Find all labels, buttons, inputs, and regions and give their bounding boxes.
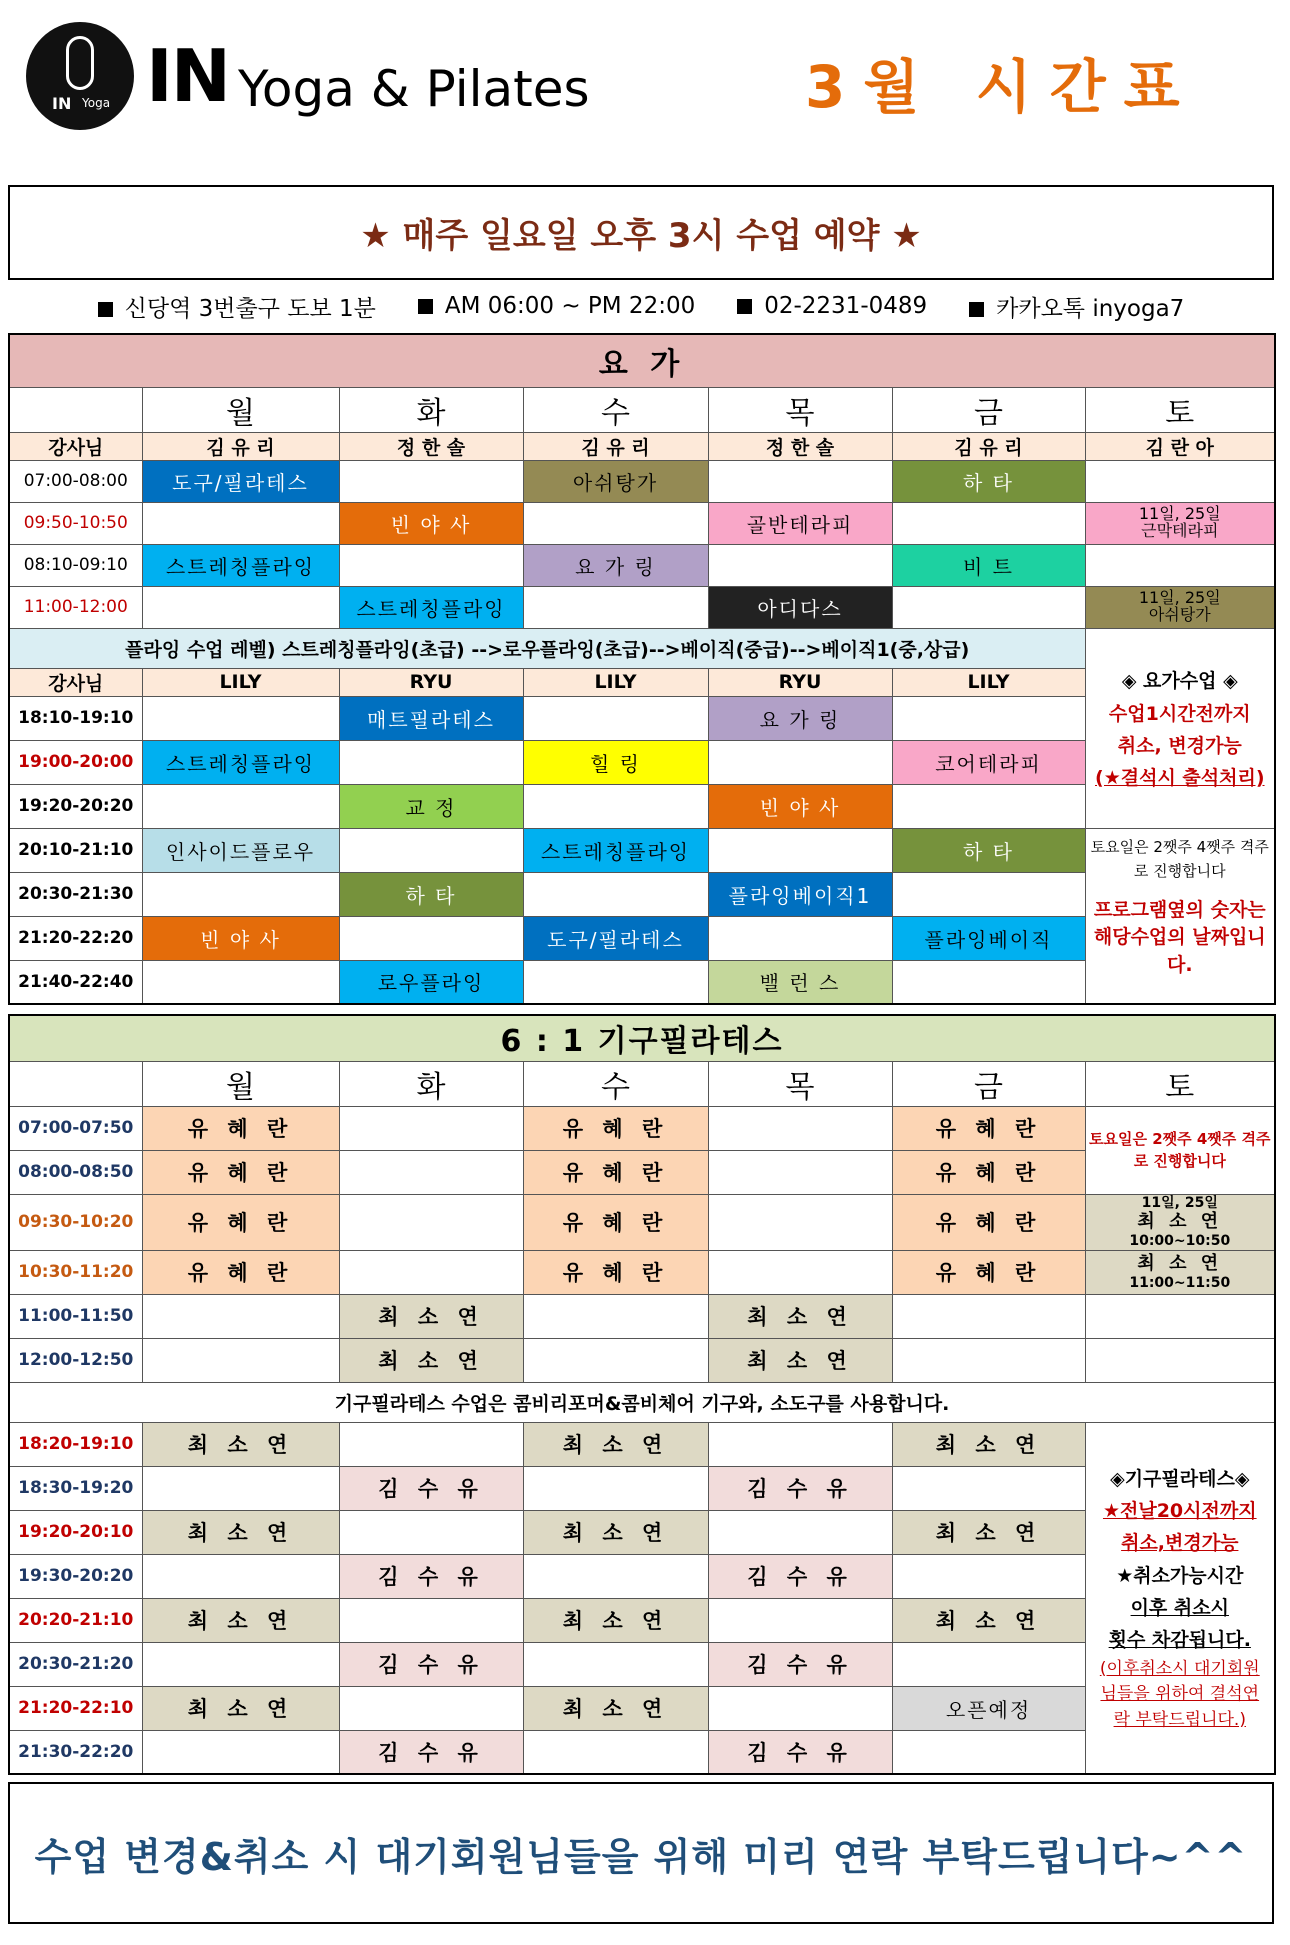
sat-cell: 11일, 25일 아쉬탕가 — [1085, 586, 1275, 628]
table-row — [9, 1294, 1275, 1338]
teacher-fri: LILY — [892, 668, 1085, 696]
sat-cell: 11일, 25일 근막테라피 — [1085, 502, 1275, 544]
time-cell: 18:30-19:20 — [9, 1466, 142, 1510]
time-cell: 09:30-10:20 — [9, 1194, 142, 1250]
instructor-cell: 유 혜 란 — [892, 1194, 1085, 1250]
empty-cell — [1085, 1338, 1275, 1382]
yoga-notes-extra: 토요일은 2쨋주 4쨋주 격주로 진행합니다 프로그램옆의 숫자는 해당수업의 날짜입니다. — [1085, 828, 1275, 1004]
instructor-cell — [708, 1250, 892, 1294]
instructor-cell: 유 혜 란 — [523, 1106, 708, 1150]
instructor-cell — [339, 1106, 523, 1150]
class-cell: 도구/필라테스 — [142, 460, 339, 502]
instructor-cell — [142, 1338, 339, 1382]
instructor-cell: 최 소 연 — [339, 1294, 523, 1338]
time-cell: 11:00-11:50 — [9, 1294, 142, 1338]
instructor-cell — [523, 1466, 708, 1510]
class-cell — [892, 586, 1085, 628]
instructor-cell: 최 소 연 — [339, 1338, 523, 1382]
class-cell — [339, 740, 523, 784]
instructor-cell — [892, 1466, 1085, 1510]
instructor-cell — [523, 1554, 708, 1598]
yoga-notes: ◈ 요가수업 ◈ 수업1시간전까지 취소, 변경가능 (★결석시 출석처리) — [1085, 628, 1275, 828]
class-cell: 비 트 — [892, 544, 1085, 586]
class-cell — [892, 960, 1085, 1004]
day-mon: 월 — [142, 387, 339, 432]
logo-mark — [66, 36, 94, 90]
time-cell: 21:40-22:40 — [9, 960, 142, 1004]
instructor-cell — [339, 1422, 523, 1466]
day-sat: 토 — [1085, 1061, 1275, 1106]
instructor-cell — [892, 1294, 1085, 1338]
table-row — [9, 828, 1275, 872]
instructor-cell — [892, 1338, 1085, 1382]
instructor-cell: 최 소 연 — [523, 1510, 708, 1554]
instructor-cell: 유 혜 란 — [523, 1194, 708, 1250]
teacher-tue: RYU — [339, 668, 523, 696]
time-cell: 19:20-20:20 — [9, 784, 142, 828]
yoga-notes-title: ◈ 요가수업 ◈ — [1121, 670, 1238, 693]
info-phone: 02-2231-0489 — [737, 293, 927, 319]
table-row — [9, 1106, 1275, 1150]
teacher-wed: 김 유 리 — [523, 432, 708, 460]
class-cell: 아쉬탕가 — [523, 460, 708, 502]
instructor-cell — [339, 1194, 523, 1250]
instructor-cell: 김 수 유 — [708, 1730, 892, 1774]
class-cell — [142, 872, 339, 916]
instructor-cell — [892, 1730, 1085, 1774]
day-sat: 토 — [1085, 387, 1275, 432]
class-cell — [142, 784, 339, 828]
class-cell — [708, 916, 892, 960]
table-row — [9, 586, 1275, 628]
day-wed: 수 — [523, 387, 708, 432]
instructor-cell: 유 혜 란 — [523, 1150, 708, 1194]
table-row — [9, 1338, 1275, 1382]
class-cell: 요 가 링 — [708, 696, 892, 740]
time-cell: 10:30-11:20 — [9, 1250, 142, 1294]
flying-level-info: 플라잉 수업 레벨) 스트레칭플라잉(초급) -->로우플라잉(초급)-->베이직(중급)-->베이직1(중,상급) — [9, 628, 1085, 668]
day-mon: 월 — [142, 1061, 339, 1106]
time-cell: 20:20-21:10 — [9, 1598, 142, 1642]
instructor-cell — [339, 1510, 523, 1554]
class-cell: 코어테라피 — [892, 740, 1085, 784]
class-cell — [339, 916, 523, 960]
table-row — [9, 460, 1275, 502]
class-cell — [892, 502, 1085, 544]
footer-notice: 수업 변경&취소 시 대기회원님들을 위해 미리 연락 부탁드립니다~^^ — [8, 1782, 1274, 1924]
instructor-cell — [708, 1150, 892, 1194]
instructor-cell: 유 혜 란 — [142, 1194, 339, 1250]
class-cell: 하 타 — [892, 828, 1085, 872]
instructor-cell — [523, 1294, 708, 1338]
instructor-cell: 유 혜 란 — [892, 1250, 1085, 1294]
instructor-cell: 최 소 연 — [708, 1338, 892, 1382]
square-bullet-icon — [737, 299, 752, 314]
instructor-cell: 유 혜 란 — [142, 1150, 339, 1194]
info-location: 신당역 3번출구 도보 1분 — [98, 290, 376, 323]
instructor-cell — [339, 1598, 523, 1642]
instructor-cell: 김 수 유 — [339, 1554, 523, 1598]
class-cell — [708, 828, 892, 872]
day-tue: 화 — [339, 387, 523, 432]
instructor-cell: 유 혜 란 — [142, 1106, 339, 1150]
class-cell — [142, 696, 339, 740]
instructor-cell — [339, 1150, 523, 1194]
square-bullet-icon — [418, 299, 433, 314]
instructor-cell: 유 혜 란 — [892, 1106, 1085, 1150]
sat-cell — [1085, 544, 1275, 586]
sat-cell — [1085, 460, 1275, 502]
time-cell: 21:30-22:20 — [9, 1730, 142, 1774]
yoga-schedule-table — [8, 333, 1276, 1005]
instructor-cell — [708, 1194, 892, 1250]
square-bullet-icon — [969, 302, 984, 317]
instructor-cell — [523, 1338, 708, 1382]
class-cell — [892, 872, 1085, 916]
corner-cell — [9, 1061, 142, 1106]
table-row — [9, 502, 1275, 544]
time-cell: 08:00-08:50 — [9, 1150, 142, 1194]
instructor-cell: 최 소 연 — [892, 1510, 1085, 1554]
class-cell: 빈 야 사 — [708, 784, 892, 828]
pilates-schedule-table — [8, 1014, 1276, 1775]
class-cell: 인사이드플로우 — [142, 828, 339, 872]
time-cell: 18:20-19:10 — [9, 1422, 142, 1466]
day-tue: 화 — [339, 1061, 523, 1106]
class-cell: 스트레칭플라잉 — [339, 586, 523, 628]
class-cell: 교 정 — [339, 784, 523, 828]
class-cell: 요 가 링 — [523, 544, 708, 586]
instructor-cell — [708, 1106, 892, 1150]
reservation-banner: ★ 매주 일요일 오후 3시 수업 예약 ★ — [8, 185, 1274, 280]
square-bullet-icon — [98, 302, 113, 317]
page-title: 3월 시간표 — [805, 53, 1198, 121]
class-cell — [142, 502, 339, 544]
pilates-section-title: 6 : 1 기구필라테스 — [9, 1015, 1275, 1061]
class-cell: 스트레칭플라잉 — [523, 828, 708, 872]
class-cell — [339, 460, 523, 502]
instructor-cell — [339, 1686, 523, 1730]
class-cell — [708, 740, 892, 784]
class-cell: 빈 야 사 — [339, 502, 523, 544]
time-cell: 20:10-21:10 — [9, 828, 142, 872]
instructor-cell: 김 수 유 — [339, 1466, 523, 1510]
time-cell: 20:30-21:30 — [9, 872, 142, 916]
pilates-notes: ◈기구필라테스◈ ★전날20시전까지 취소,변경가능 ★취소가능시간 이후 취소시 횟수 차감됩니다. (이후취소시 대기회원님들을 위하여 결석연락 부탁드립니다.) — [1085, 1422, 1275, 1774]
instructor-cell: 최 소 연 — [523, 1422, 708, 1466]
time-cell: 19:00-20:00 — [9, 740, 142, 784]
logo-yoga-small: Yoga — [82, 96, 111, 110]
instructor-cell — [142, 1466, 339, 1510]
day-fri: 금 — [892, 387, 1085, 432]
instructor-cell: 김 수 유 — [339, 1642, 523, 1686]
instructor-cell: 최 소 연 — [523, 1686, 708, 1730]
instructor-cell: 김 수 유 — [708, 1554, 892, 1598]
day-wed: 수 — [523, 1061, 708, 1106]
teacher-thu: RYU — [708, 668, 892, 696]
time-cell: 11:00-12:00 — [9, 586, 142, 628]
instructor-cell — [708, 1686, 892, 1730]
class-cell: 하 타 — [892, 460, 1085, 502]
pilates-sat-note: 토요일은 2쨋주 4쨋주 격주로 진행합니다 — [1085, 1106, 1275, 1194]
instructor-cell — [142, 1554, 339, 1598]
class-cell — [523, 696, 708, 740]
teacher-mon: 김 유 리 — [142, 432, 339, 460]
time-cell: 07:00-07:50 — [9, 1106, 142, 1150]
pilates-sat-cell: 11일, 25일 최 소 연 10:00~10:50 — [1085, 1194, 1275, 1250]
instructor-cell: 최 소 연 — [142, 1686, 339, 1730]
class-cell — [339, 828, 523, 872]
header — [0, 0, 1290, 180]
class-cell: 스트레칭플라잉 — [142, 544, 339, 586]
class-cell: 도구/필라테스 — [523, 916, 708, 960]
instructor-cell: 유 혜 란 — [523, 1250, 708, 1294]
instructor-cell — [339, 1250, 523, 1294]
instructor-cell: 김 수 유 — [708, 1642, 892, 1686]
pilates-notes-title: ◈기구필라테스◈ — [1110, 1467, 1250, 1490]
class-cell — [708, 460, 892, 502]
instructor-cell: 유 혜 란 — [892, 1150, 1085, 1194]
time-cell: 21:20-22:20 — [9, 916, 142, 960]
day-fri: 금 — [892, 1061, 1085, 1106]
time-cell: 19:20-20:10 — [9, 1510, 142, 1554]
class-cell — [892, 696, 1085, 740]
instructor-cell — [523, 1642, 708, 1686]
class-cell: 밸 런 스 — [708, 960, 892, 1004]
time-cell: 12:00-12:50 — [9, 1338, 142, 1382]
logo-in-small: IN — [52, 94, 72, 113]
yoga-section-title: 요 가 — [9, 334, 1275, 387]
info-bar — [8, 285, 1274, 327]
teacher-label: 강사님 — [9, 668, 142, 696]
class-cell: 골반테라피 — [708, 502, 892, 544]
corner-cell — [9, 387, 142, 432]
class-cell: 빈 야 사 — [142, 916, 339, 960]
time-cell: 18:10-19:10 — [9, 696, 142, 740]
class-cell — [523, 872, 708, 916]
class-cell — [523, 960, 708, 1004]
time-cell: 21:20-22:10 — [9, 1686, 142, 1730]
info-kakaotalk: 카카오톡 inyoga7 — [969, 290, 1184, 323]
info-hours: AM 06:00 ~ PM 22:00 — [418, 293, 695, 319]
class-cell — [708, 544, 892, 586]
logo-in: IN — [146, 34, 230, 118]
class-cell: 힐 링 — [523, 740, 708, 784]
instructor-cell — [142, 1294, 339, 1338]
class-cell — [523, 502, 708, 544]
class-cell: 스트레칭플라잉 — [142, 740, 339, 784]
instructor-cell — [892, 1642, 1085, 1686]
table-row — [9, 544, 1275, 586]
instructor-cell: 최 소 연 — [523, 1598, 708, 1642]
instructor-cell — [708, 1598, 892, 1642]
instructor-cell — [708, 1510, 892, 1554]
instructor-cell: 오픈예정 — [892, 1686, 1085, 1730]
class-cell — [339, 544, 523, 586]
teacher-mon: LILY — [142, 668, 339, 696]
instructor-cell: 최 소 연 — [892, 1598, 1085, 1642]
table-row — [9, 1250, 1275, 1294]
instructor-cell — [708, 1422, 892, 1466]
class-cell: 하 타 — [339, 872, 523, 916]
class-cell: 플라잉베이직1 — [708, 872, 892, 916]
class-cell — [142, 586, 339, 628]
time-cell: 07:00-08:00 — [9, 460, 142, 502]
class-cell — [892, 784, 1085, 828]
teacher-fri: 김 유 리 — [892, 432, 1085, 460]
class-cell — [142, 960, 339, 1004]
day-thu: 목 — [708, 387, 892, 432]
class-cell — [523, 586, 708, 628]
time-cell: 09:50-10:50 — [9, 502, 142, 544]
instructor-cell — [892, 1554, 1085, 1598]
class-cell: 매트필라테스 — [339, 696, 523, 740]
instructor-cell: 김 수 유 — [708, 1466, 892, 1510]
pilates-sat-cell: 최 소 연 11:00~11:50 — [1085, 1250, 1275, 1294]
instructor-cell: 유 혜 란 — [142, 1250, 339, 1294]
table-row — [9, 1422, 1275, 1466]
instructor-cell: 최 소 연 — [708, 1294, 892, 1338]
time-cell: 08:10-09:10 — [9, 544, 142, 586]
instructor-cell: 최 소 연 — [142, 1510, 339, 1554]
instructor-cell: 최 소 연 — [142, 1422, 339, 1466]
logo-icon — [26, 22, 134, 130]
instructor-cell — [142, 1642, 339, 1686]
teacher-sat: 김 란 아 — [1085, 432, 1275, 460]
time-cell: 19:30-20:20 — [9, 1554, 142, 1598]
equipment-info: 기구필라테스 수업은 콤비리포머&콤비체어 기구와, 소도구를 사용합니다. — [9, 1382, 1275, 1422]
logo-title: Yoga & Pilates — [238, 60, 590, 118]
instructor-cell: 최 소 연 — [892, 1422, 1085, 1466]
instructor-cell: 최 소 연 — [142, 1598, 339, 1642]
teacher-label: 강사님 — [9, 432, 142, 460]
teacher-wed: LILY — [523, 668, 708, 696]
class-cell: 로우플라잉 — [339, 960, 523, 1004]
instructor-cell — [523, 1730, 708, 1774]
teacher-thu: 정 한 솔 — [708, 432, 892, 460]
instructor-cell — [142, 1730, 339, 1774]
day-thu: 목 — [708, 1061, 892, 1106]
class-cell: 아디다스 — [708, 586, 892, 628]
empty-cell — [1085, 1294, 1275, 1338]
table-row — [9, 1194, 1275, 1250]
instructor-cell: 김 수 유 — [339, 1730, 523, 1774]
class-cell — [523, 784, 708, 828]
teacher-tue: 정 한 솔 — [339, 432, 523, 460]
time-cell: 20:30-21:20 — [9, 1642, 142, 1686]
class-cell: 플라잉베이직 — [892, 916, 1085, 960]
